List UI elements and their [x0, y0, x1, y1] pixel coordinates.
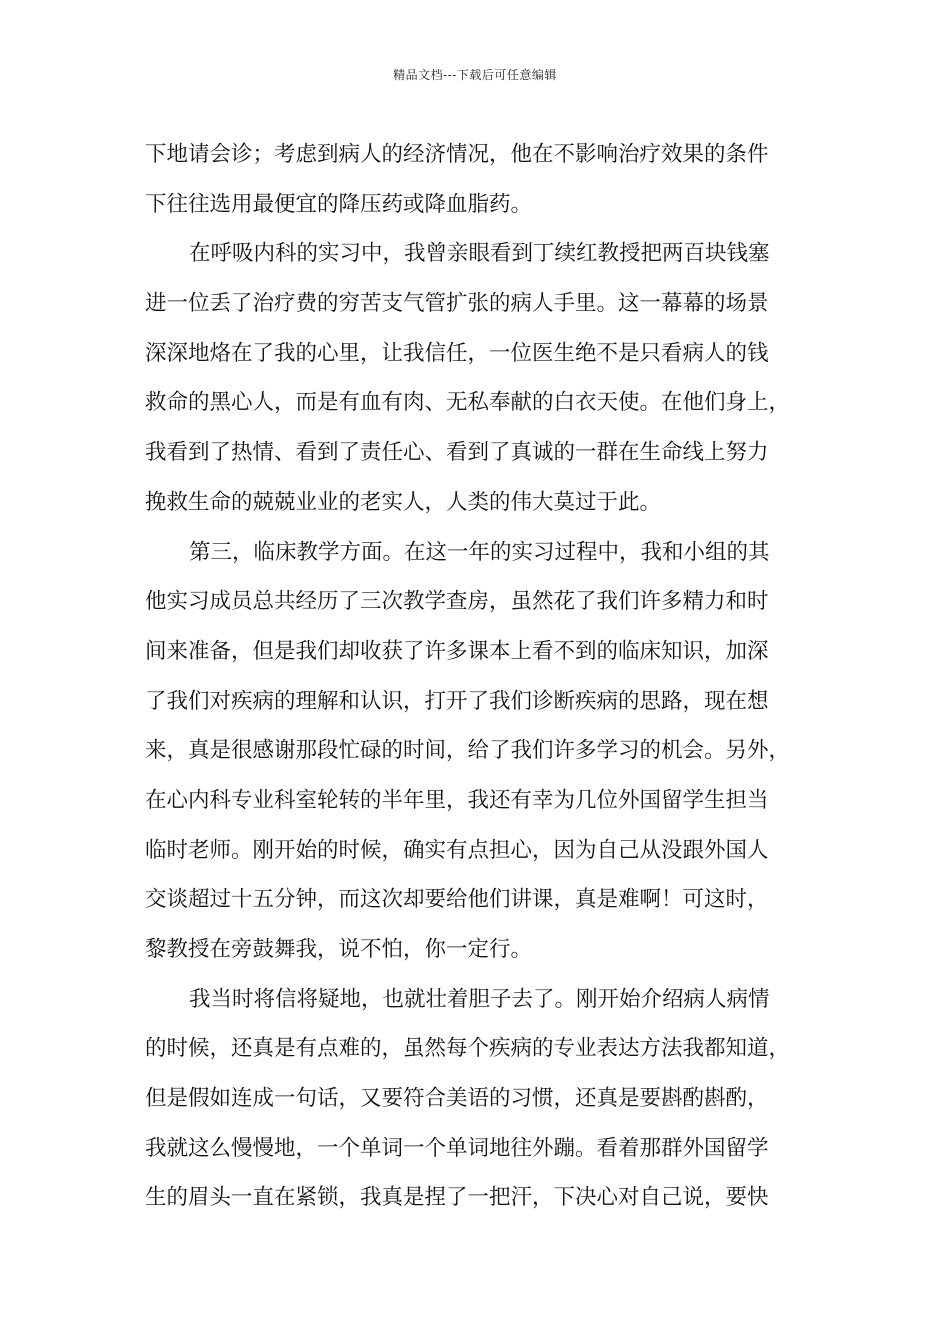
text-line: 来，真是很感谢那段忙碌的时间，给了我们许多学习的机会。另外，	[145, 738, 791, 764]
text-line: 深深地烙在了我的心里，让我信任，一位医生绝不是只看病人的钱	[145, 340, 769, 366]
text-line: 在呼吸内科的实习中，我曾亲眼看到丁续红教授把两百块钱塞	[189, 241, 770, 267]
text-line: 生的眉头一直在紧锁，我真是捏了一把汗，下决心对自己说，要快	[145, 1185, 769, 1211]
text-line: 他实习成员总共经历了三次教学查房，虽然花了我们许多精力和时	[145, 589, 769, 615]
text-line: 进一位丢了治疗费的穷苦支气管扩张的病人手里。这一幕幕的场景	[145, 291, 769, 317]
text-line: 下往往选用最便宜的降压药或降血脂药。	[145, 191, 533, 217]
text-line: 我看到了热情、看到了责任心、看到了真诚的一群在生命线上努力	[145, 440, 769, 466]
text-line: 在心内科专业科室轮转的半年里，我还有幸为几位外国留学生担当	[145, 787, 769, 813]
document-body	[145, 130, 815, 1223]
text-line: 第三，临床教学方面。在这一年的实习过程中，我和小组的其	[189, 539, 770, 565]
text-line: 间来准备，但是我们却收获了许多课本上看不到的临床知识，加深	[145, 638, 769, 664]
text-line: 救命的黑心人，而是有血有肉、无私奉献的白衣天使。在他们身上，	[145, 390, 791, 416]
page-header: 精品文档---下载后可任意编辑	[393, 68, 557, 82]
text-line: 我就这么慢慢地，一个单词一个单词地往外蹦。看着那群外国留学	[145, 1135, 769, 1161]
text-line: 临时老师。刚开始的时候，确实有点担心，因为自己从没跟外国人	[145, 837, 769, 863]
text-line: 的时候，还真是有点难的，虽然每个疾病的专业表达方法我都知道，	[145, 1036, 791, 1062]
text-line: 了我们对疾病的理解和认识，打开了我们诊断疾病的思路，现在想	[145, 688, 769, 714]
text-line: 黎教授在旁鼓舞我，说不怕，你一定行。	[145, 937, 533, 962]
text-line: 但是假如连成一句话，又要符合美语的习惯，还真是要斟酌斟酌，	[145, 1086, 769, 1112]
text-line: 我当时将信将疑地，也就壮着胆子去了。刚开始介绍病人病情	[189, 986, 770, 1012]
text-line: 挽救生命的兢兢业业的老实人，人类的伟大莫过于此。	[145, 489, 662, 515]
text-line: 下地请会诊；考虑到病人的经济情况，他在不影响治疗效果的条件	[145, 142, 769, 167]
text-line: 交谈超过十五分钟，而这次却要给他们讲课，真是难啊！可这时，	[145, 887, 769, 913]
